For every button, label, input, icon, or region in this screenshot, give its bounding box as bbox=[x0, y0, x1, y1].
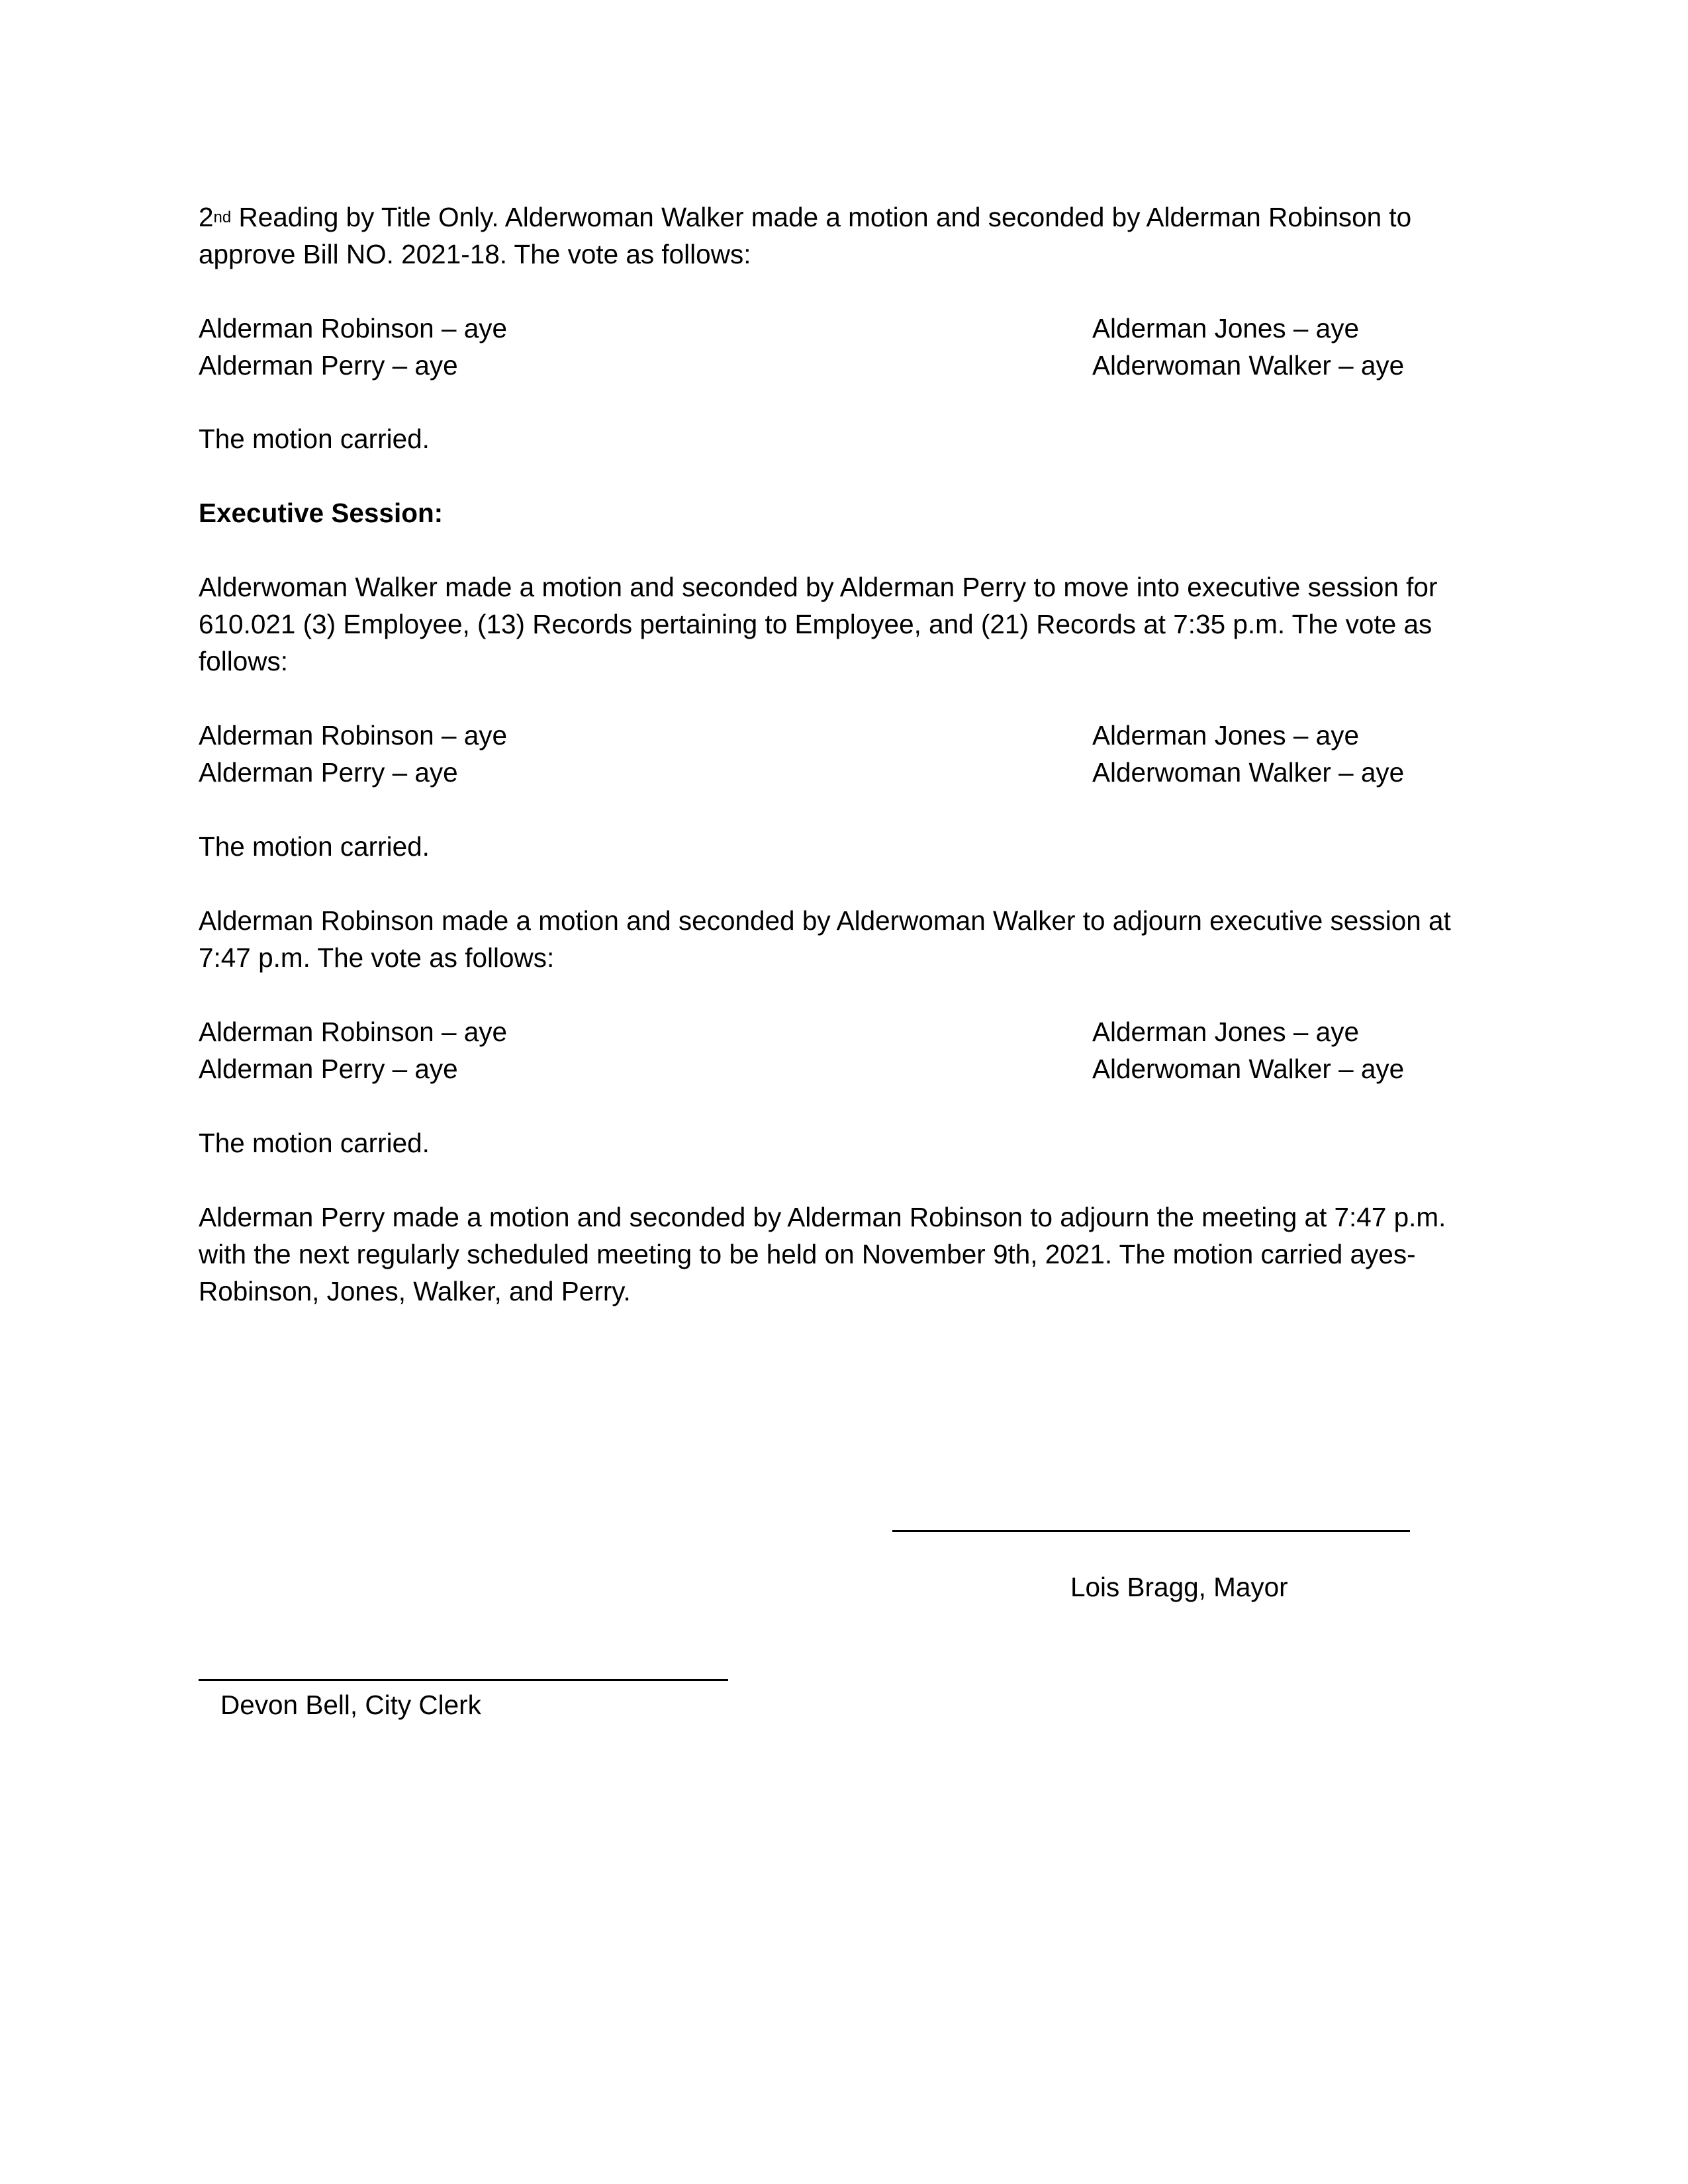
vote-tally-3 bbox=[199, 1013, 1496, 1087]
vote-entry: Alderman Robinson – aye bbox=[199, 313, 508, 343]
vote-entry: Alderman Robinson – aye bbox=[199, 720, 508, 751]
vote-entry: Alderwoman Walker – aye bbox=[1092, 350, 1405, 381]
vote-entry: Alderman Jones – aye bbox=[1092, 313, 1359, 343]
vote-column-left bbox=[199, 1013, 507, 1087]
reading-ordinal: 2 bbox=[199, 202, 214, 232]
vote-column-right bbox=[1092, 310, 1404, 384]
vote-entry: Alderman Perry – aye bbox=[199, 1054, 458, 1084]
clerk-signature-label: Devon Bell, City Clerk bbox=[220, 1690, 481, 1720]
vote-entry: Alderwoman Walker – aye bbox=[1092, 1054, 1405, 1084]
motion-result-3: The motion carried. bbox=[199, 1128, 430, 1158]
vote-entry: Alderman Robinson – aye bbox=[199, 1017, 508, 1047]
vote-column-right bbox=[1092, 717, 1404, 791]
vote-column-left bbox=[199, 717, 507, 791]
executive-session-motion: Alderwoman Walker made a motion and seconded by Alderman Perry to move into executive session for 610.021 (3) Employee, (13) Records pertaining to Employee, and (21) Records at 7:35 p.m. The vote as follows: bbox=[199, 572, 1438, 676]
mayor-signature-label: Lois Bragg, Mayor bbox=[1070, 1572, 1288, 1602]
adjourn-executive-session-motion: Alderman Robinson made a motion and seconded by Alderwoman Walker to adjourn executive session at 7:47 p.m. The vote as follows: bbox=[199, 905, 1451, 973]
executive-session-heading: Executive Session: bbox=[199, 498, 444, 528]
vote-tally-2 bbox=[199, 717, 1496, 791]
vote-entry: Alderman Jones – aye bbox=[1092, 1017, 1359, 1047]
bill-reading-paragraph bbox=[199, 199, 1496, 273]
mayor-signature-line bbox=[892, 1530, 1410, 1532]
vote-entry: Alderwoman Walker – aye bbox=[1092, 757, 1405, 788]
adjourn-meeting-paragraph: Alderman Perry made a motion and seconded by Alderman Robinson to adjourn the meeting at 7:47 p.m. with the next regularly scheduled meeting to be held on November 9th, 2021. The motion carried ayes- Robinson, Jones, Walker, and Perry. bbox=[199, 1202, 1446, 1306]
reading-ordinal-suffix: nd bbox=[213, 208, 232, 226]
bill-reading-text: Reading by Title Only. Alderwoman Walker made a motion and seconded by Alderman Robinson to approve Bill NO. 2021-18. The vote as follows: bbox=[199, 202, 1412, 269]
vote-entry: Alderman Jones – aye bbox=[1092, 720, 1359, 751]
vote-entry: Alderman Perry – aye bbox=[199, 757, 458, 788]
motion-result-1: The motion carried. bbox=[199, 424, 430, 454]
clerk-signature-line bbox=[199, 1679, 728, 1681]
vote-column-left bbox=[199, 310, 507, 384]
motion-result-2: The motion carried. bbox=[199, 831, 430, 862]
vote-column-right bbox=[1092, 1013, 1404, 1087]
vote-tally-1 bbox=[199, 310, 1496, 384]
vote-entry: Alderman Perry – aye bbox=[199, 350, 458, 381]
